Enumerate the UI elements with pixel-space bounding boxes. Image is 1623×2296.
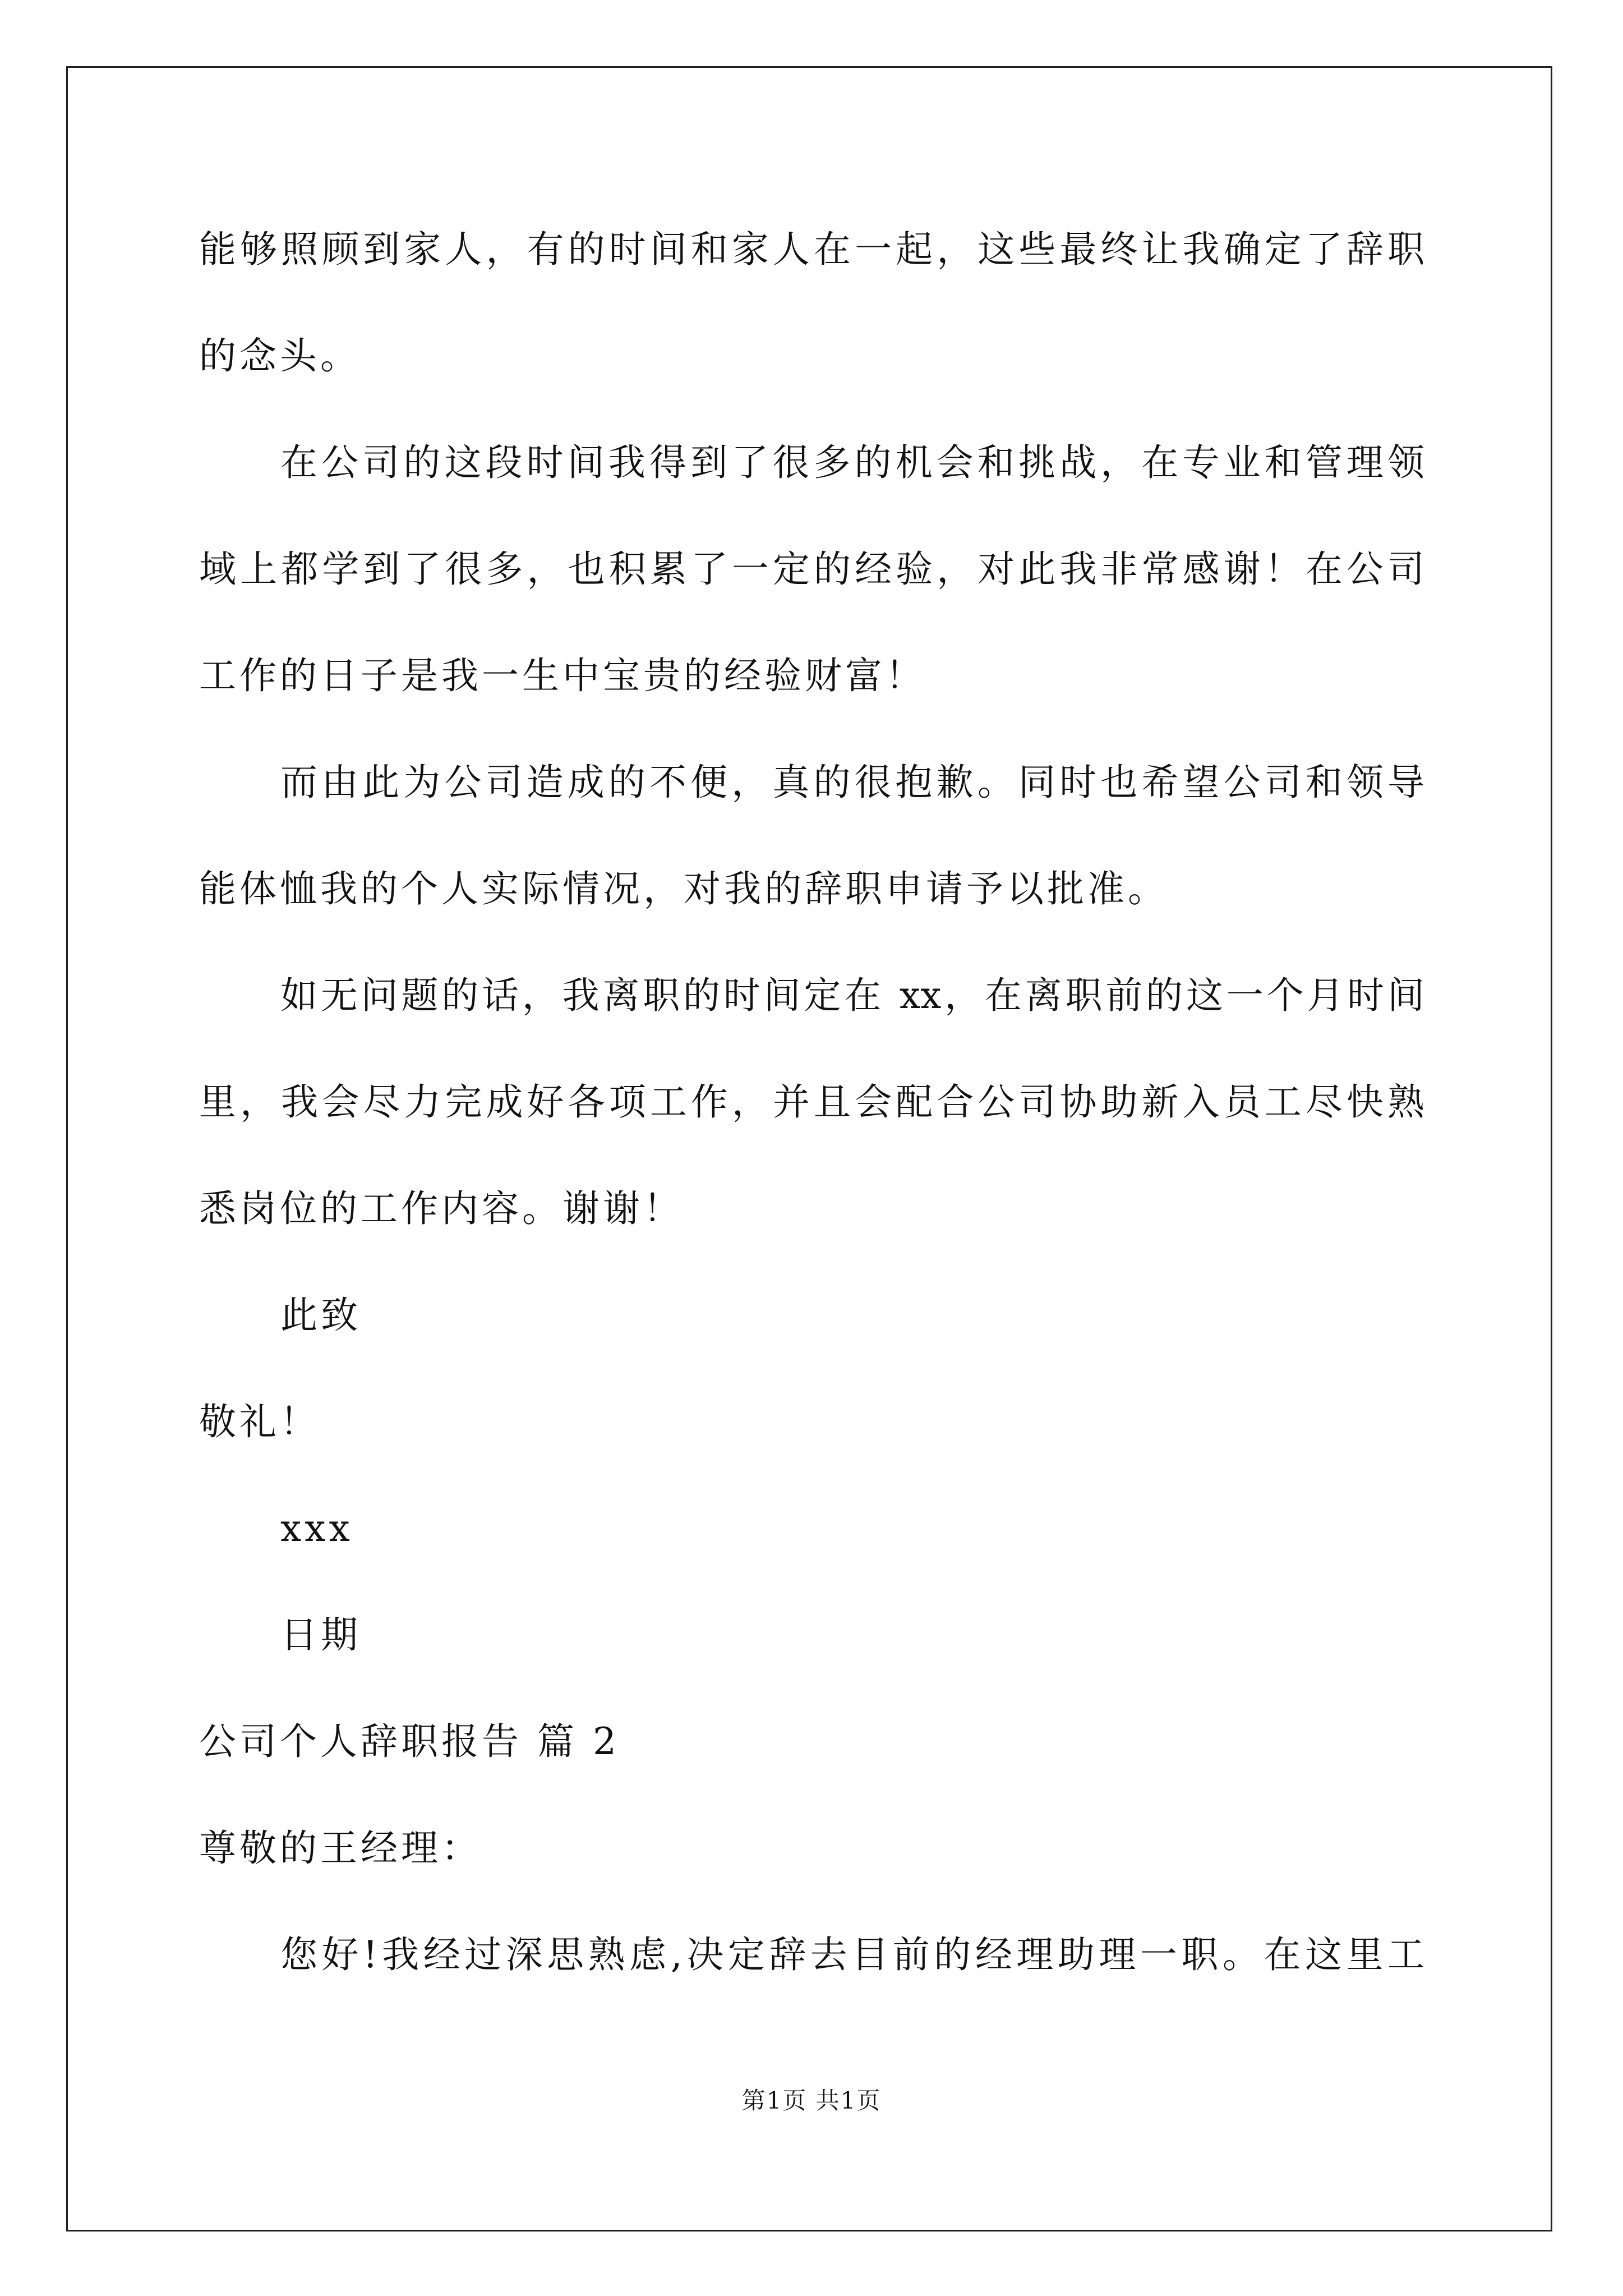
body-line: 悉岗位的工作内容。谢谢！: [199, 1187, 684, 1230]
closing-salutation: 此致: [280, 1294, 361, 1337]
closing-regards: 敬礼！: [199, 1400, 320, 1443]
signature-date: 日期: [280, 1613, 361, 1657]
body-line: 的念头。: [199, 334, 361, 378]
body-line: 域上都学到了很多，也积累了一定的经验，对此我非常感谢！在公司: [199, 547, 1424, 591]
letter-greeting: 尊敬的王经理：: [199, 1826, 482, 1870]
body-line: 里，我会尽力完成好各项工作，并且会配合公司协助新入员工尽快熟: [199, 1080, 1424, 1124]
signature-name: xxx: [280, 1507, 353, 1550]
body-line: 能够照顾到家人，有的时间和家人在一起，这些最终让我确定了辞职: [199, 228, 1424, 271]
page-border: [66, 66, 1552, 2231]
paragraph-start-line: 而由此为公司造成的不便，真的很抱歉。同时也希望公司和领导: [280, 761, 1424, 804]
paragraph-start-line: 在公司的这段时间我得到了很多的机会和挑战，在专业和管理领: [280, 441, 1424, 484]
body-line: 能体恤我的个人实际情况，对我的辞职申请予以批准。: [199, 867, 1168, 910]
paragraph-start-line: 您好!我经过深思熟虑,决定辞去目前的经理助理一职。在这里工: [280, 1933, 1424, 1976]
section-heading: 公司个人辞职报告 篇 2: [199, 1720, 620, 1763]
body-line: 工作的日子是我一生中宝贵的经验财富！: [199, 654, 926, 697]
page-number: 第1页 共1页: [741, 2087, 882, 2114]
paragraph-start-line: 如无问题的话，我离职的时间定在 xx，在离职前的这一个月时间: [280, 974, 1424, 1017]
